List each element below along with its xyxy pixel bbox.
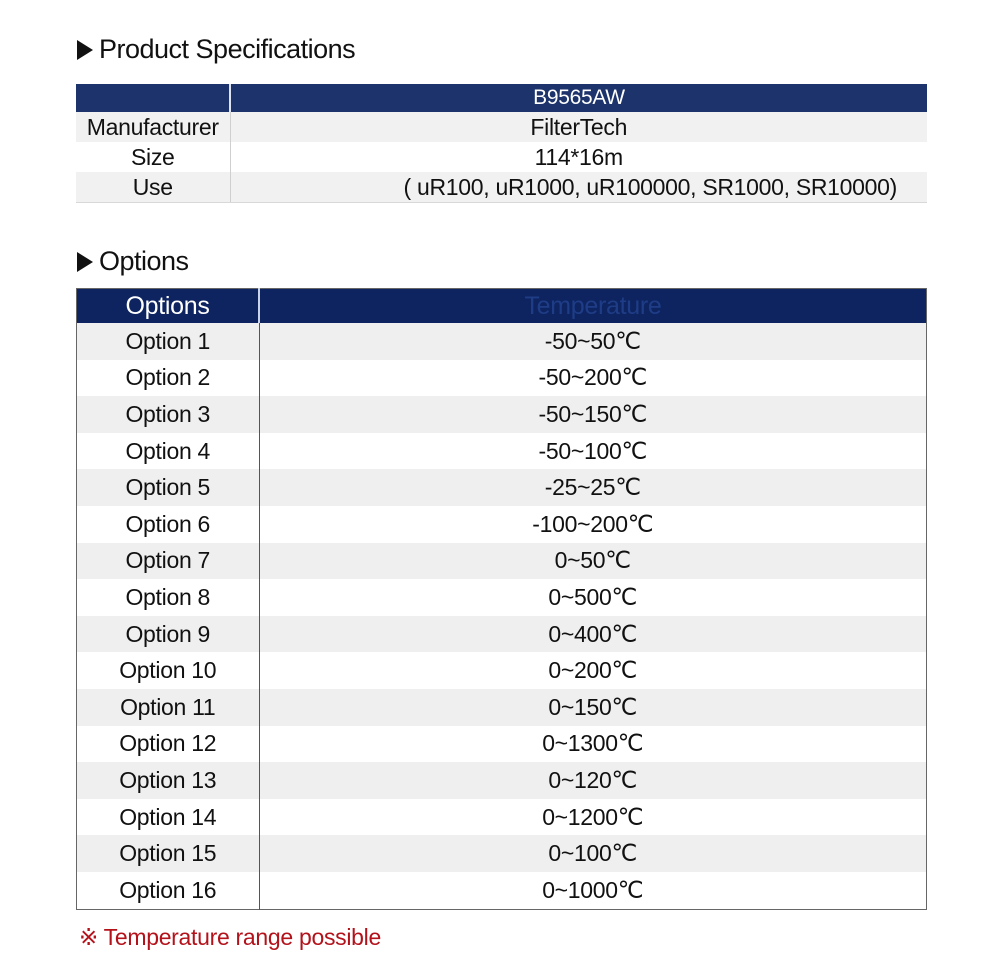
spec-value: FilterTech <box>230 112 927 142</box>
temperature-value: -25~25℃ <box>259 469 927 506</box>
temperature-footnote: ※ Temperature range possible <box>79 924 381 950</box>
spec-row-use <box>76 172 927 203</box>
spec-header-row <box>76 84 927 112</box>
option-label: Option 7 <box>77 543 260 580</box>
table-row <box>77 579 927 616</box>
spec-value: 114*16m <box>230 142 927 172</box>
product-specifications-title: Product Specifications <box>99 34 356 64</box>
temperature-value: -50~50℃ <box>259 323 927 360</box>
spec-row-size <box>76 142 927 172</box>
options-column-header: Options <box>77 289 260 324</box>
option-label: Option 3 <box>77 396 260 433</box>
temperature-value: 0~100℃ <box>259 835 927 872</box>
option-label: Option 11 <box>77 689 260 726</box>
temperature-value: 0~150℃ <box>259 689 927 726</box>
option-label: Option 9 <box>77 616 260 653</box>
temperature-value: 0~1200℃ <box>259 799 927 836</box>
temperature-value: 0~120℃ <box>259 762 927 799</box>
temperature-value: -100~200℃ <box>259 506 927 543</box>
options-header-row <box>77 289 927 324</box>
spec-label: Use <box>76 172 230 203</box>
option-label: Option 6 <box>77 506 260 543</box>
table-row <box>77 396 927 433</box>
table-row <box>77 726 927 763</box>
table-row <box>77 543 927 580</box>
product-specifications-heading <box>77 34 355 65</box>
spec-model-number: B9565AW <box>230 84 927 112</box>
table-row <box>77 799 927 836</box>
temperature-value: -50~150℃ <box>259 396 927 433</box>
option-label: Option 8 <box>77 579 260 616</box>
option-label: Option 4 <box>77 433 260 470</box>
product-specifications-table <box>76 84 927 203</box>
temperature-value: 0~400℃ <box>259 616 927 653</box>
table-row <box>77 835 927 872</box>
options-heading <box>77 246 189 277</box>
table-row <box>77 323 927 360</box>
option-label: Option 15 <box>77 835 260 872</box>
option-label: Option 14 <box>77 799 260 836</box>
table-row <box>77 616 927 653</box>
temperature-value: -50~100℃ <box>259 433 927 470</box>
temperature-value: 0~1000℃ <box>259 872 927 909</box>
options-title: Options <box>99 246 189 276</box>
table-row <box>77 872 927 909</box>
spec-label: Manufacturer <box>76 112 230 142</box>
option-label: Option 13 <box>77 762 260 799</box>
temperature-value: 0~500℃ <box>259 579 927 616</box>
spec-row-manufacturer <box>76 112 927 142</box>
spec-label: Size <box>76 142 230 172</box>
temperature-value: 0~50℃ <box>259 543 927 580</box>
option-label: Option 5 <box>77 469 260 506</box>
table-row <box>77 433 927 470</box>
options-table <box>76 288 927 910</box>
option-label: Option 16 <box>77 872 260 909</box>
option-label: Option 2 <box>77 360 260 397</box>
table-row <box>77 762 927 799</box>
option-label: Option 12 <box>77 726 260 763</box>
table-row <box>77 689 927 726</box>
temperature-value: -50~200℃ <box>259 360 927 397</box>
table-row <box>77 360 927 397</box>
temperature-value: 0~200℃ <box>259 652 927 689</box>
spec-value: ( uR100, uR1000, uR100000, SR1000, SR10000) <box>230 172 927 203</box>
triangle-bullet-icon <box>77 40 93 60</box>
triangle-bullet-icon <box>77 252 93 272</box>
spec-header-label <box>76 84 230 112</box>
option-label: Option 10 <box>77 652 260 689</box>
table-row <box>77 652 927 689</box>
table-row <box>77 506 927 543</box>
temperature-column-header: Temperature <box>259 289 927 324</box>
table-row <box>77 469 927 506</box>
option-label: Option 1 <box>77 323 260 360</box>
temperature-value: 0~1300℃ <box>259 726 927 763</box>
